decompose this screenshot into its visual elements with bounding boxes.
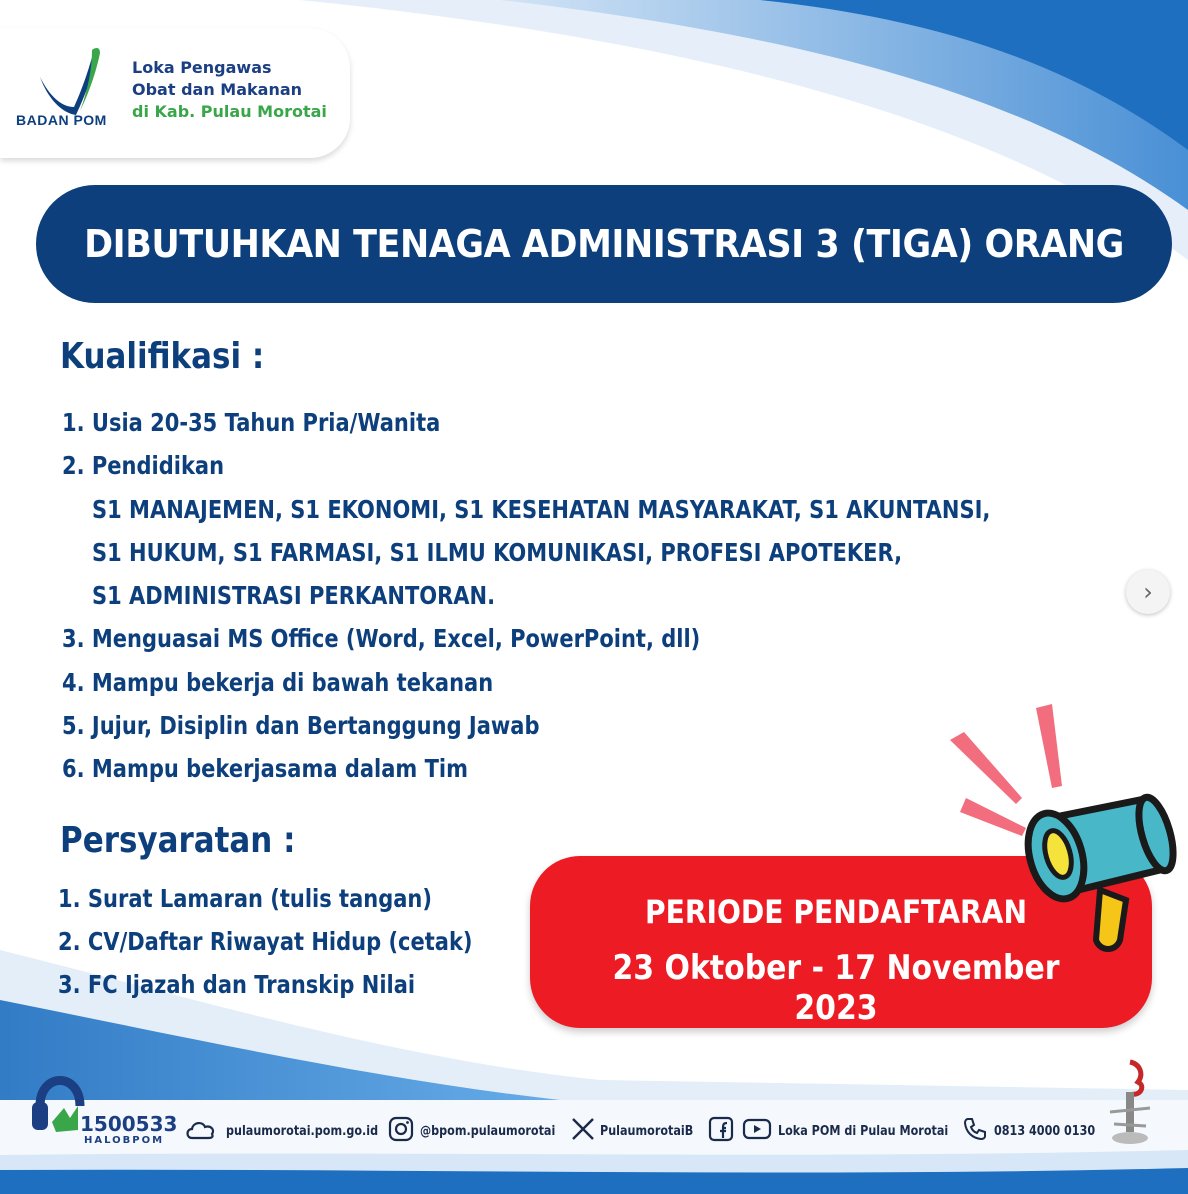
chevron-right-icon: ›	[1143, 578, 1153, 606]
kualifikasi-heading: Kualifikasi :	[60, 336, 265, 377]
footer-facebook-youtube[interactable]: Loka POM di Pulau Morotai	[778, 1124, 949, 1139]
halo-bpom-label: HALOBPOM	[84, 1135, 165, 1146]
logo-badan: BADAN	[16, 112, 70, 128]
halo-bpom-number: 1500533	[80, 1112, 178, 1136]
footer-instagram[interactable]: @bpom.pulaumorotai	[420, 1124, 556, 1139]
org-name-line1: Loka Pengawas	[132, 58, 272, 77]
emblem-icon	[1100, 1052, 1162, 1148]
logo-wordmark	[16, 112, 107, 128]
kualifikasi-item-4: 4. Mampu bekerja di bawah tekanan	[62, 668, 494, 697]
org-name-line3: di Kab. Pulau Morotai	[132, 102, 327, 121]
phone-icon	[962, 1116, 988, 1142]
kualifikasi-item-6: 6. Mampu bekerjasama dalam Tim	[62, 754, 468, 783]
kualifikasi-item-1: 1. Usia 20-35 Tahun Pria/Wanita	[62, 408, 441, 437]
logo-pom: POM	[73, 112, 107, 128]
page-title: DIBUTUHKAN TENAGA ADMINISTRASI 3 (TIGA) ORANG	[84, 222, 1124, 266]
kualifikasi-item-2: 2. Pendidikan	[62, 451, 225, 480]
footer-x-handle[interactable]: PulaumorotaiB	[600, 1124, 694, 1139]
kualifikasi-item-2-line1: S1 MANAJEMEN, S1 EKONOMI, S1 KESEHATAN MASYARAKAT, S1 AKUNTANSI,	[92, 495, 991, 524]
cloud-icon	[184, 1116, 218, 1142]
persyaratan-item-3: 3. FC Ijazah dan Transkip Nilai	[58, 970, 416, 999]
registration-period-dates: 23 Oktober - 17 November 2023	[612, 948, 1060, 1028]
org-name-line2: Obat dan Makanan	[132, 80, 303, 99]
kualifikasi-item-3: 3. Menguasai MS Office (Word, Excel, PowerPoint, dll)	[62, 624, 701, 653]
facebook-icon	[708, 1116, 734, 1142]
persyaratan-item-1: 1. Surat Lamaran (tulis tangan)	[58, 884, 432, 913]
x-logo-icon	[570, 1116, 596, 1142]
footer-phone[interactable]: 0813 4000 0130	[994, 1124, 1096, 1139]
persyaratan-heading: Persyaratan :	[60, 820, 296, 861]
persyaratan-item-2: 2. CV/Daftar Riwayat Hidup (cetak)	[58, 927, 473, 956]
kualifikasi-item-5: 5. Jujur, Disiplin dan Bertanggung Jawab	[62, 711, 540, 740]
instagram-icon	[388, 1116, 414, 1142]
megaphone-icon	[930, 700, 1180, 970]
youtube-icon	[742, 1116, 772, 1142]
carousel-next-button[interactable]	[1126, 570, 1170, 614]
registration-period-title: PERIODE PENDAFTARAN	[644, 893, 1028, 931]
kualifikasi-item-2-line3: S1 ADMINISTRASI PERKANTORAN.	[92, 581, 496, 610]
footer-website[interactable]: pulaumorotai.pom.go.id	[226, 1124, 379, 1139]
kualifikasi-item-2-line2: S1 HUKUM, S1 FARMASI, S1 ILMU KOMUNIKASI, PROFESI APOTEKER,	[92, 538, 903, 567]
